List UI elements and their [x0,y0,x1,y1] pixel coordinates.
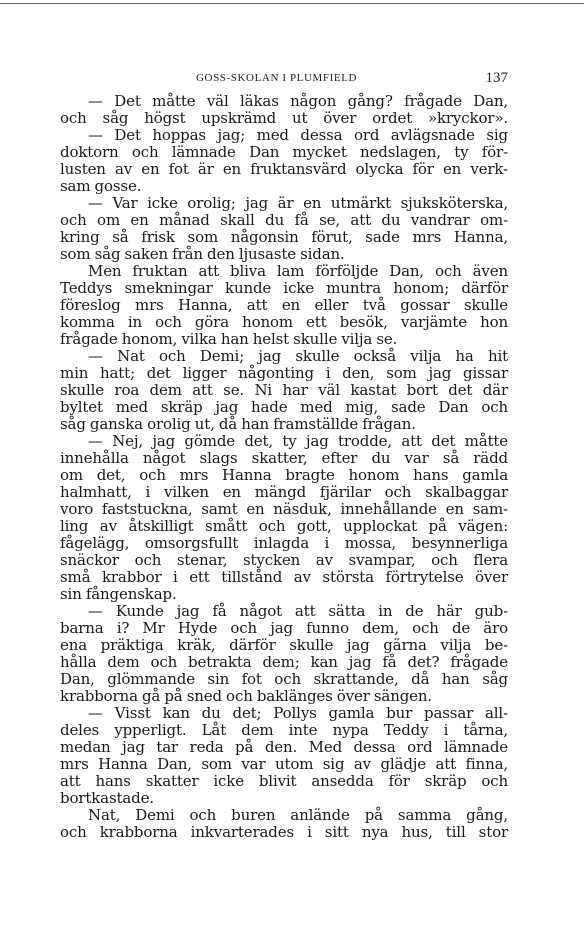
text-line: byltet med skräp jag hade med mig, sade Dan och [60,398,508,416]
text-line: och om en månad skall du få se, att du vandrar om- [60,211,508,229]
text-line: — Det måtte väl läkas någon gång? frågade Dan, [88,92,508,110]
page-number: 137 [485,70,508,86]
text-line: medan jag tar reda på den. Med dessa ord lämnade [60,738,508,756]
text-line: Men fruktan att bliva lam förföljde Dan, och även [88,262,508,280]
text-line: och såg högst upskrämd ut över ordet »kryckor». [60,109,508,127]
text-line: såg ganska orolig ut, då han framställde frågan. [60,415,416,433]
top-edge-rule [0,3,584,4]
text-line: barna i? Mr Hyde och jag funno dem, och de äro [60,619,508,637]
text-line: deles ypperligt. Låt dem inte nypa Teddy i tårna, [60,721,508,739]
text-line: ena präktiga kräk, därför skulle jag gärna vilja be- [60,636,508,654]
text-line: sam gosse. [60,177,142,195]
text-line: frågade honom, vilka han helst skulle vilja se. [60,330,398,348]
text-line: — Nej, jag gömde det, ty jag trodde, att det måtte [88,432,508,450]
text-line: — Var icke orolig; jag är en utmärkt sjuksköterska, [88,194,508,212]
text-line: — Kunde jag få något att sätta in de här gub- [88,602,508,620]
text-line: halmhatt, i vilken en mängd fjärilar och skalbaggar [60,483,508,501]
text-line: kring så frisk som någonsin förut, sade mrs Hanna, [60,228,508,246]
text-line: Dan, glömmande sin fot och skrattande, då han såg [60,670,508,688]
text-line: innehålla något slags skatter, efter du var så rädd [60,449,508,467]
text-line: min hatt; det ligger någonting i den, som jag gissar [60,364,508,382]
text-line: doktorn och lämnade Dan mycket nedslagen, ty för- [60,143,508,161]
text-line: Teddys smekningar kunde icke muntra honom; därför [60,279,508,297]
running-head [60,70,508,90]
text-line: lusten av en fot är en fruktansvärd olycka för en verk- [60,160,508,178]
text-line: snäckor och stenar, stycken av svampar, och flera [60,551,508,569]
text-line: små krabbor i ett tillstånd av största förtrytelse över [60,568,508,586]
body-text [60,93,508,841]
text-line: att hans skatter icke blivit ansedda för skräp och [60,772,508,790]
text-line: fågelägg, omsorgsfullt inlagda i mossa, besynnerliga [60,534,508,552]
text-line: Nat, Demi och buren anlände på samma gång, [88,806,508,824]
text-line: sin fångenskap. [60,585,177,603]
text-line: och krabborna inkvarterades i sitt nya hus, till stor [60,823,508,841]
text-line: hålla dem och betrakta dem; kan jag få det? frågade [60,653,508,671]
text-line: skulle roa dem att se. Ni har väl kastat bort det där [60,381,508,399]
text-line: voro faststuckna, samt en näsduk, innehållande en sam- [60,500,508,518]
text-line: — Nat och Demi; jag skulle också vilja ha hit [88,347,508,365]
text-line: — Visst kan du det; Pollys gamla bur passar all- [88,704,508,722]
text-line: om det, och mrs Hanna bragte honom hans gamla [60,466,508,484]
running-title: GOSS-SKOLAN I PLUMFIELD [196,72,358,84]
text-line: ling av åtskilligt smått och gott, upplockat på vägen: [60,517,508,535]
text-line: komma in och göra honom ett besök, varjämte hon [60,313,508,331]
text-line: mrs Hanna Dan, som var utom sig av glädje att finna, [60,755,508,773]
text-line: — Det hoppas jag; med dessa ord avlägsnade sig [88,126,508,144]
text-line: som såg saken från den ljusaste sidan. [60,245,345,263]
text-line: bortkastade. [60,789,154,807]
text-line: krabborna gå på sned och baklänges över sängen. [60,687,433,705]
text-line: föreslog mrs Hanna, att en eller två gossar skulle [60,296,508,314]
